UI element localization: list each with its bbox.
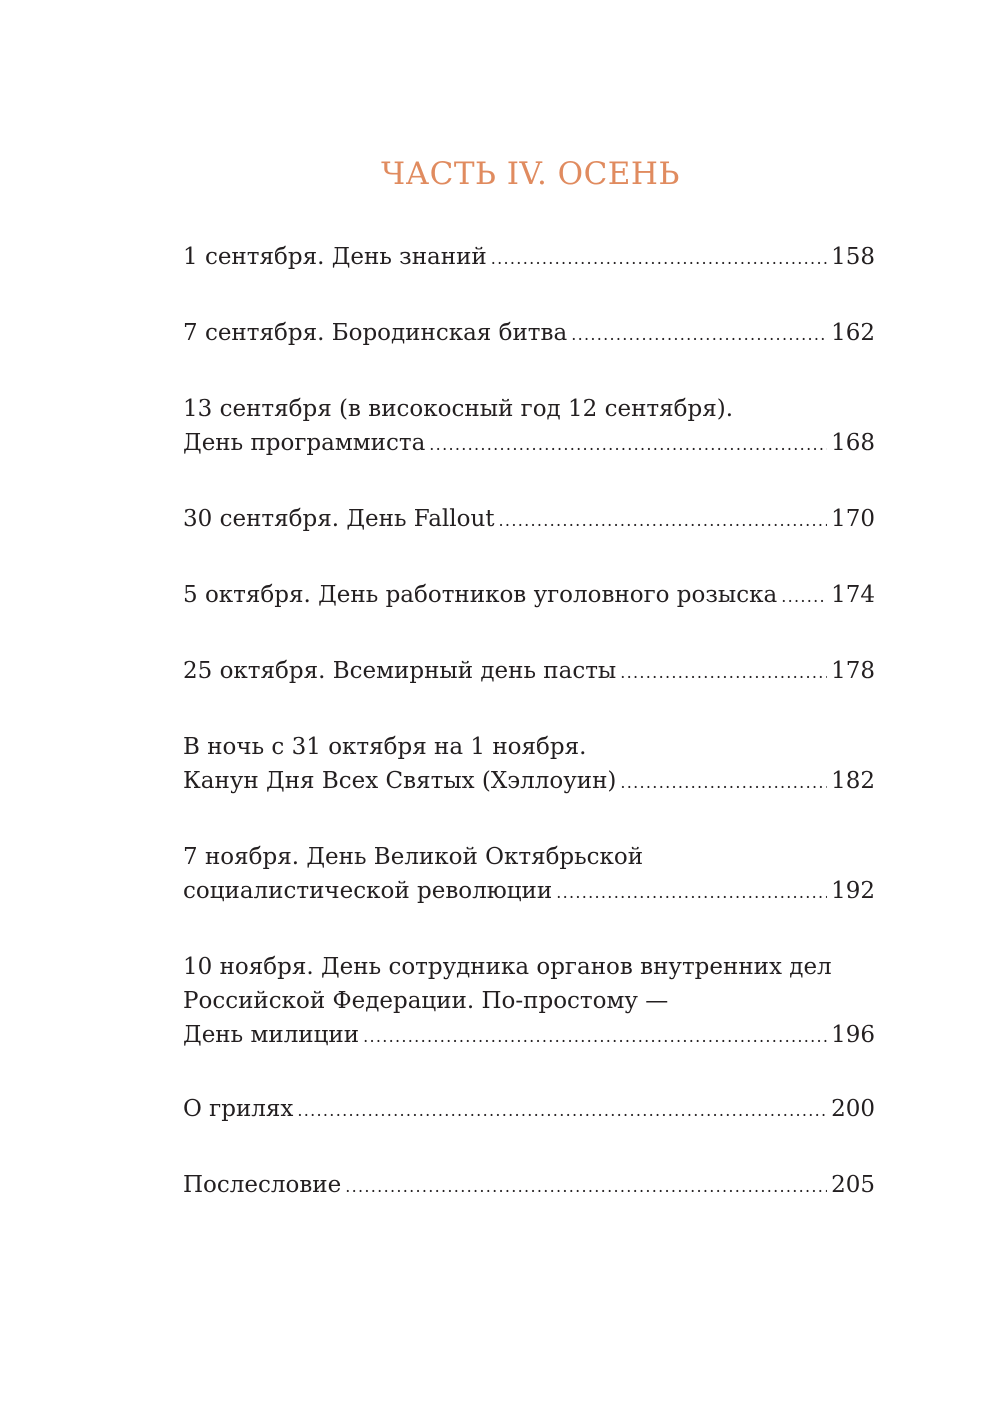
toc-entry-title: День милиции [183, 1022, 360, 1048]
dot-leader [556, 876, 827, 910]
toc-entry-title: День программиста [183, 430, 426, 456]
toc-entry-title: 1 сентября. День знаний [183, 244, 487, 270]
toc-entry-line [183, 578, 875, 612]
toc-entry-title-line: 7 ноября. День Великой Октябрьской [183, 844, 644, 870]
toc-page-number: 196 [831, 1022, 875, 1048]
toc-entry [183, 392, 875, 460]
toc-entry-title-line: Российской Федерации. По-простому — [183, 988, 669, 1014]
toc-page-number: 174 [831, 582, 875, 608]
toc-entry-line [183, 316, 875, 350]
toc-page-number: 200 [831, 1096, 875, 1122]
toc-entry-title: социалистической революции [183, 878, 553, 904]
toc-entry-title: 5 октября. День работников уголовного розыска [183, 582, 778, 608]
dot-leader [571, 318, 827, 352]
dot-leader [297, 1094, 827, 1128]
dot-leader [345, 1170, 827, 1204]
toc-entry-title: 7 сентября. Бородинская битва [183, 320, 568, 346]
toc-page-number: 170 [831, 506, 875, 532]
toc-entry-line [183, 1092, 875, 1126]
toc-page-number: 192 [831, 878, 875, 904]
toc-entry-title: 30 сентября. День Fallout [183, 506, 495, 532]
toc-entry [183, 654, 875, 688]
dot-leader [781, 580, 827, 614]
toc-page-number: 162 [831, 320, 875, 346]
toc-entry [183, 840, 875, 908]
dot-leader [363, 1020, 827, 1054]
toc-entry-line [183, 502, 875, 536]
toc-entry [183, 1168, 875, 1202]
toc-entry [183, 1092, 875, 1126]
dot-leader [620, 766, 827, 800]
toc-entry-line [183, 240, 875, 274]
dot-leader [620, 656, 827, 690]
toc-entry-title: О грилях [183, 1096, 294, 1122]
toc-entry-title-line: 13 сентября (в високосный год 12 сентября). [183, 396, 734, 422]
toc-entry-line [183, 426, 875, 460]
toc-page-number: 178 [831, 658, 875, 684]
toc-entry [183, 950, 875, 1052]
toc-page-number: 158 [831, 244, 875, 270]
toc-entry-title: Послесловие [183, 1172, 342, 1198]
dot-leader [429, 428, 827, 462]
toc-page-number: 168 [831, 430, 875, 456]
toc-entry-line [183, 654, 875, 688]
toc-entry [183, 316, 875, 350]
dot-leader [499, 504, 828, 538]
toc-page-number: 205 [831, 1172, 875, 1198]
toc-entry-line [183, 1018, 875, 1052]
toc-entry-title-line: 10 ноября. День сотрудника органов внутренних дел [183, 954, 832, 980]
toc-entry-title: Канун Дня Всех Святых (Хэллоуин) [183, 768, 617, 794]
toc-entry-line [183, 874, 875, 908]
toc-entry-line [183, 764, 875, 798]
toc-entry [183, 730, 875, 798]
toc-entry-title-line: В ночь с 31 октября на 1 ноября. [183, 734, 587, 760]
toc-entry [183, 240, 875, 274]
toc-entry [183, 578, 875, 612]
part-title: ЧАСТЬ IV. ОСЕНЬ [381, 156, 680, 192]
dot-leader [491, 242, 827, 276]
toc-entry [183, 502, 875, 536]
toc-entry-title: 25 октября. Всемирный день пасты [183, 658, 617, 684]
toc-entry-line [183, 1168, 875, 1202]
toc-page-number: 182 [831, 768, 875, 794]
